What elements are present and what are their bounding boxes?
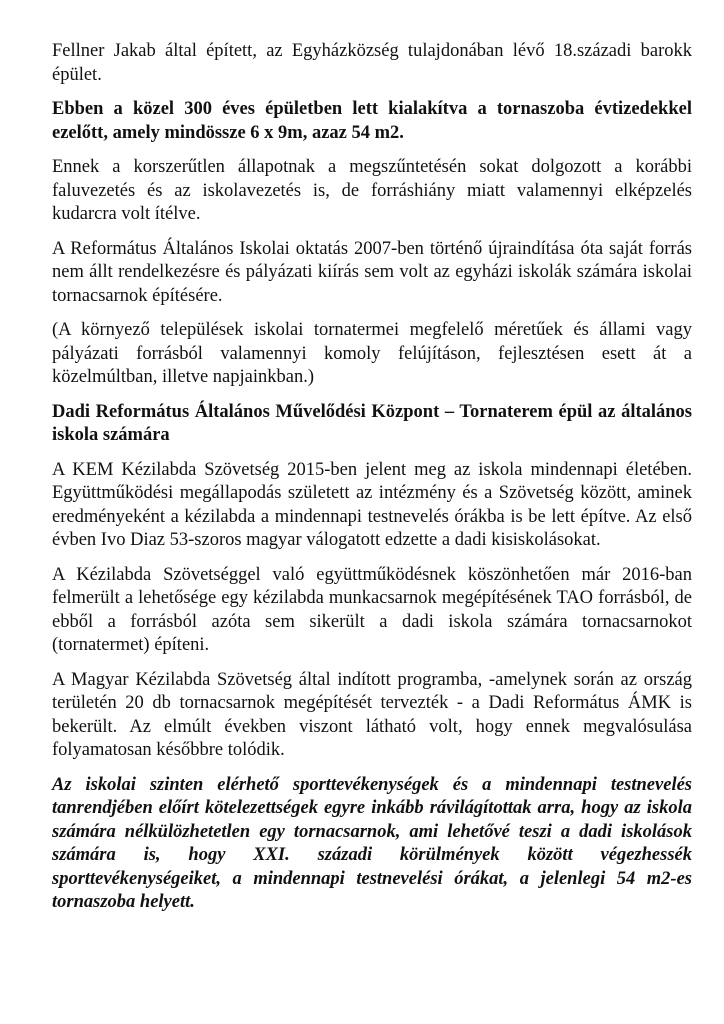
paragraph-handball-federation: A KEM Kézilabda Szövetség 2015-ben jelent meg az iskola mindennapi életében. Együttműködési megállapodás született az intézmény és a Szövetség között, aminek eredményeként a kézilabda a mindennapi testnevelés órákba is be lett építve. Az első évben Ivo Diaz 53-szoros magyar válogatott edzette a dadi kisiskolásokat.: [52, 459, 692, 550]
paragraph-tao-funding: A Kézilabda Szövetséggel való együttműködésnek köszönhetően már 2016-ban felmerült a lehetősége egy kézilabda munkacsarnok megépítésének TAO forrásból, de ebből a forrásból azóta sem sikerült a dadi iskola számára tornacsarnokot (tornatermet) építeni.: [52, 564, 692, 655]
section-heading: Dadi Református Általános Művelődési Központ – Tornaterem épül az általános iskola számára: [52, 401, 692, 445]
paragraph-conclusion: Az iskolai szinten elérhető sporttevékenységek és a mindennapi testnevelés tanrendjében előírt kötelezettségek egyre inkább rávilágítottak arra, hogy az iskola számára nélkülözhetetlen egy tornacsarnok, ami lehetővé teszi a dadi iskolások számára is, hogy XXI. századi körülmények között végezhessék sporttevékenységeiket, a mindennapi testnevelési órákat, a jelenlegi 54 m2-es tornaszoba helyett.: [52, 774, 692, 912]
paragraph-funding-shortage: Ennek a korszerűtlen állapotnak a megszűntetésén sokat dolgozott a korábbi faluvezetés és az iskolavezetés is, de forráshiány miatt valamennyi elképzelés kudarcra volt ítélve.: [52, 157, 692, 224]
paragraph-gym-room-size: Ebben a közel 300 éves épületben lett kialakítva a tornaszoba évtizedekkel ezelőtt, amely mindössze 6 x 9m, azaz 54 m2.: [52, 99, 692, 143]
paragraph-school-restart: A Református Általános Iskolai oktatás 2007-ben történő újraindítása óta saját forrás nem állt rendelkezésre és pályázati kiírás sem volt az egyházi iskolák számára iskolai tornacsarnok építésére.: [52, 238, 692, 306]
document-page: [52, 40, 692, 926]
paragraph-neighbouring-settlements: (A környező települések iskolai tornatermei megfelelő méretűek és állami vagy pályázati forrásból valamennyi komoly felújításon, fejlesztésen esett át a közelmúltban, illetve napjainkban.): [52, 320, 692, 387]
paragraph-national-program: A Magyar Kézilabda Szövetség által indított programba, -amelynek során az ország területén 20 db tornacsarnok megépítését tervezték - a Dadi Református ÁMK is bekerült. Az elmúlt években viszont látható volt, hogy ennek megvalósulása folyamatosan későbbre tolódik.: [52, 669, 692, 760]
paragraph-building-intro: Fellner Jakab által épített, az Egyházközség tulajdonában lévő 18.századi barokk épület.: [52, 41, 692, 85]
